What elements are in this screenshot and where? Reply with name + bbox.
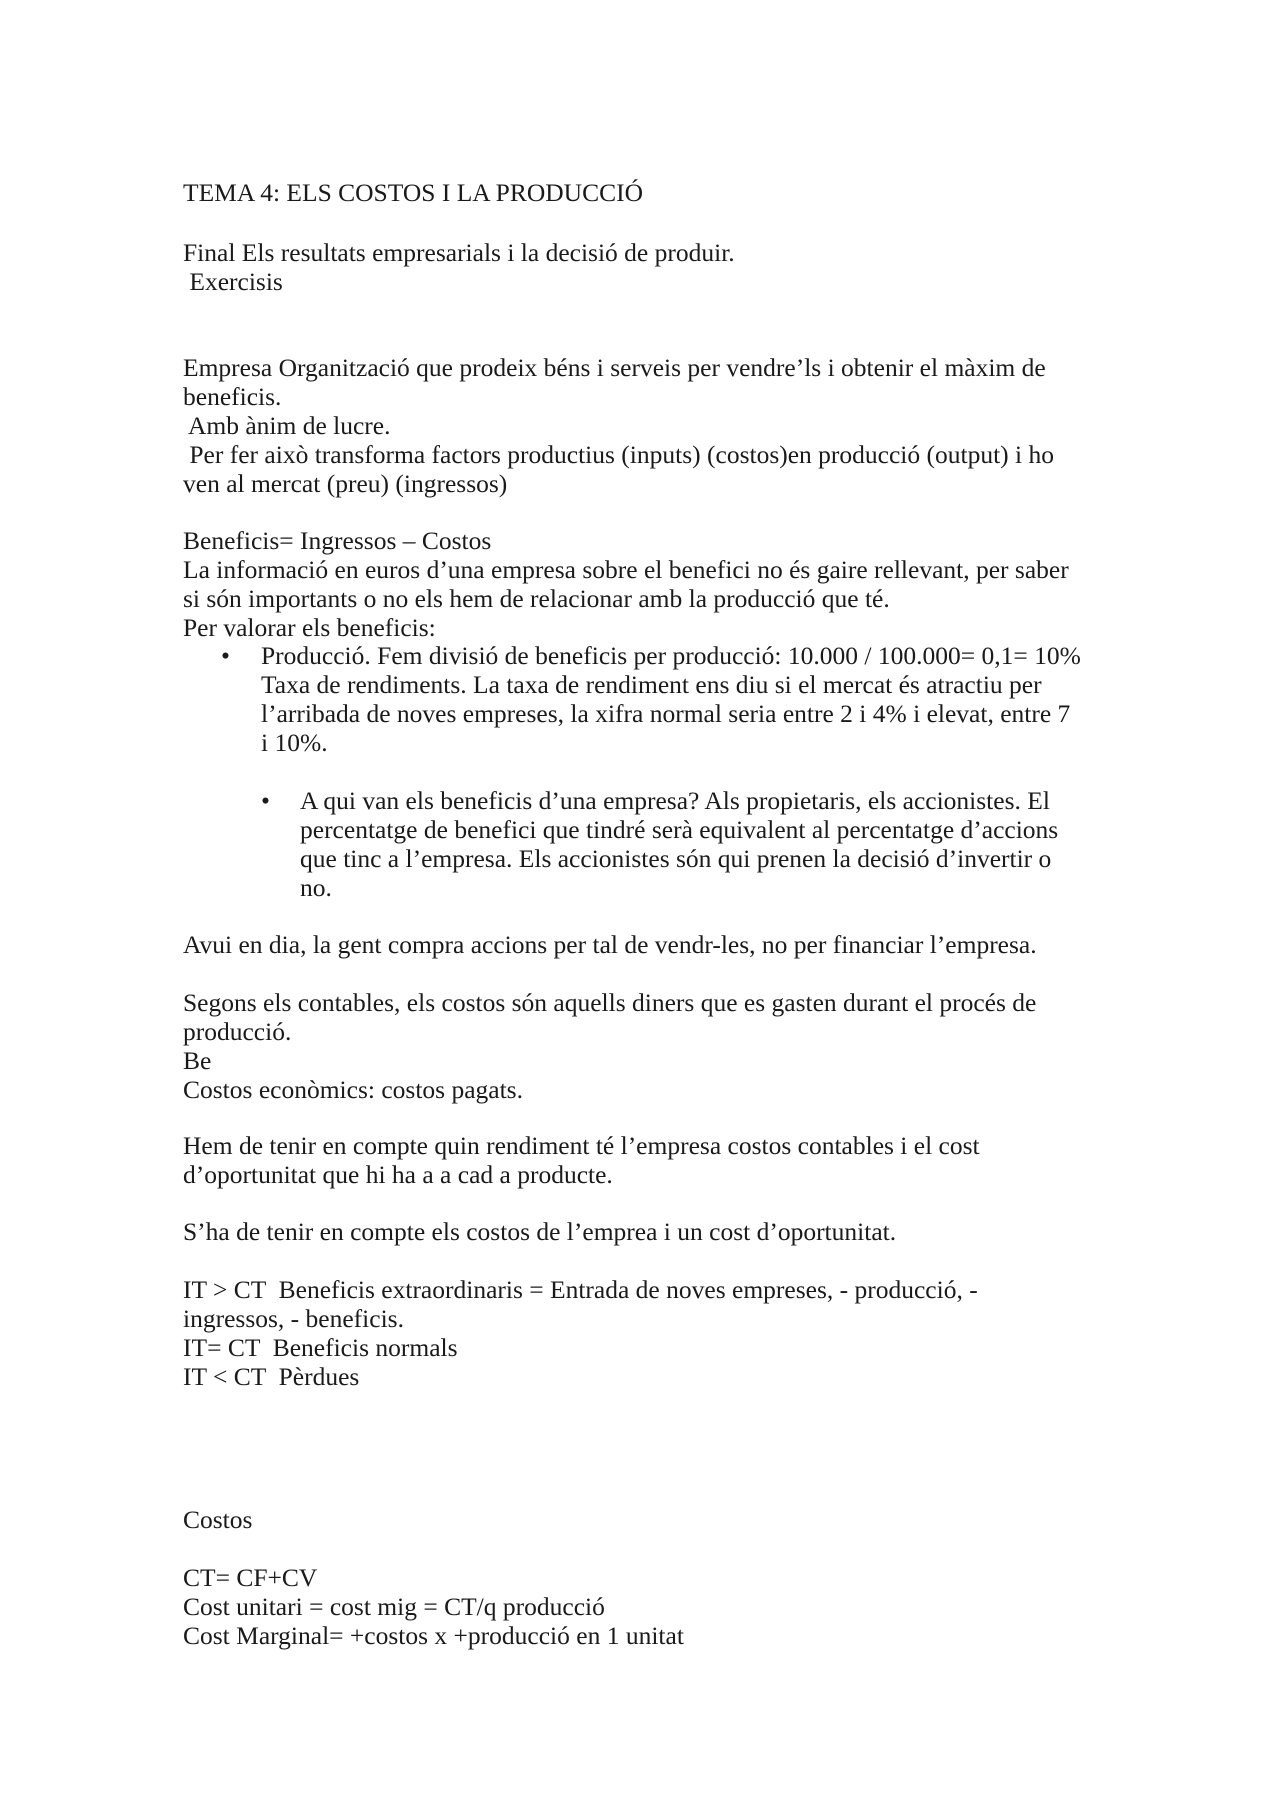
avui-paragraph: Avui en dia, la gent compra accions per tal de vendr-les, no per financiar l’empresa. (183, 930, 1037, 959)
sha-paragraph: S’ha de tenir en compte els costos de l’emprea i un cost d’oportunitat. (183, 1217, 897, 1246)
empresa-line-3: Amb ànim de lucre. (183, 411, 391, 440)
intro-line-2: Exercisis (183, 267, 283, 296)
document-title: TEMA 4: ELS COSTOS I LA PRODUCCIÓ (183, 178, 644, 207)
hem-line-2: d’oportunitat que hi ha a a cad a producte. (183, 1160, 613, 1189)
beneficis-line-2: La informació en euros d’una empresa sobre el benefici no és gaire rellevant, per saber (183, 555, 1069, 584)
beneficis-line-1: Beneficis= Ingressos – Costos (183, 526, 492, 555)
it-line-4: IT < CT Pèrdues (183, 1362, 360, 1391)
costos-line-1: CT= CF+CV (183, 1563, 318, 1592)
segons-line-4: Costos econòmics: costos pagats. (183, 1075, 523, 1104)
costos-line-2: Cost unitari = cost mig = CT/q producció (183, 1592, 605, 1621)
beneficis-line-3: si són importants o no els hem de relacionar amb la producció que té. (183, 584, 890, 613)
bullet-2-line-3: que tinc a l’empresa. Els accionistes són qui prenen la decisió d’invertir o (300, 844, 1052, 873)
bullet-2-line-1: A qui van els beneficis d’una empresa? Als propietaris, els accionistes. El (300, 786, 1050, 815)
segons-line-2: producció. (183, 1017, 292, 1046)
costos-heading: Costos (183, 1505, 253, 1534)
bullet-1-line-4: i 10%. (261, 728, 328, 757)
segons-line-3: Be (183, 1046, 212, 1075)
hem-line-1: Hem de tenir en compte quin rendiment té l’empresa costos contables i el cost (183, 1131, 980, 1160)
bullet-2-line-4: no. (300, 873, 332, 902)
bullet-1-line-1: Producció. Fem divisió de beneficis per producció: 10.000 / 100.000= 0,1= 10% (261, 641, 1081, 670)
empresa-line-1: Empresa Organització que prodeix béns i serveis per vendre’ls i obtenir el màxim de (183, 353, 1046, 382)
it-line-3: IT= CT Beneficis normals (183, 1333, 458, 1362)
segons-line-1: Segons els contables, els costos són aquells diners que es gasten durant el procés de (183, 988, 1037, 1017)
bullet-2-line-2: percentatge de benefici que tindré serà equivalent al percentatge d’accions (300, 815, 1059, 844)
empresa-line-2: beneficis. (183, 382, 282, 411)
bullet-1-marker: • (221, 641, 230, 670)
it-line-2: ingressos, - beneficis. (183, 1304, 404, 1333)
bullet-1-line-2: Taxa de rendiments. La taxa de rendiment ens diu si el mercat és atractiu per (261, 670, 1042, 699)
bullet-1-line-3: l’arribada de noves empreses, la xifra normal seria entre 2 i 4% i elevat, entre 7 (261, 699, 1071, 728)
it-line-1: IT > CT Beneficis extraordinaris = Entrada de noves empreses, - producció, - (183, 1275, 978, 1304)
empresa-line-4: Per fer això transforma factors productius (inputs) (costos)en producció (output) i ho (183, 440, 1055, 469)
beneficis-line-4: Per valorar els beneficis: (183, 613, 436, 642)
intro-line-1: Final Els resultats empresarials i la decisió de produir. (183, 238, 735, 267)
costos-line-3: Cost Marginal= +costos x +producció en 1 unitat (183, 1621, 684, 1650)
empresa-line-5: ven al mercat (preu) (ingressos) (183, 469, 508, 498)
bullet-2-marker: • (261, 786, 270, 815)
